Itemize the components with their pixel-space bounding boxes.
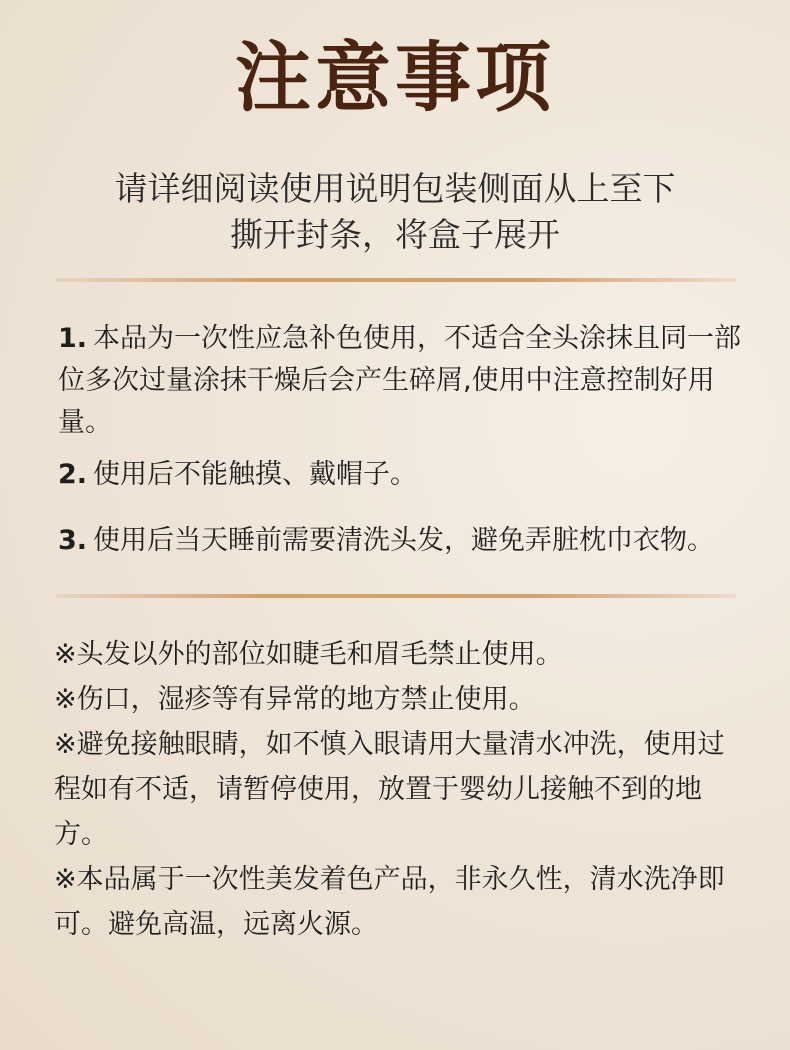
list-item-text: 使用后当天睡前需要清洗头发，避免弄脏枕巾衣物。 — [93, 525, 715, 556]
divider-top — [56, 278, 736, 282]
list-item-text: 本品为一次性应急补色使用，不适合全头涂抹且同一部位多次过量涂抹干燥后会产生碎屑,使用中注意控制好用量。 — [58, 323, 742, 438]
note-item: ※本品属于一次性美发着色产品，非永久性，清水洗净即可。避免高温，远离火源。 — [54, 864, 725, 940]
divider-bottom — [56, 594, 736, 598]
intro-line-2: 撕开封条，将盒子展开 — [230, 215, 560, 254]
list-item — [58, 454, 417, 496]
note-item: ※头发以外的部位如睫毛和眉毛禁止使用。 — [54, 639, 563, 670]
list-item — [58, 318, 758, 444]
list-item-number: 1. — [58, 323, 88, 354]
list-item-number: 2. — [58, 459, 88, 490]
list-item-number: 3. — [58, 525, 88, 556]
intro-line-1: 请详细阅读使用说明包装侧面从上至下 — [114, 169, 676, 208]
list-item-text: 使用后不能触摸、戴帽子。 — [93, 459, 418, 490]
page-title: 注意事项 — [235, 33, 555, 122]
notes-section — [54, 632, 744, 947]
note-item: ※避免接触眼睛，如不慎入眼请用大量清水冲洗，使用过程如有不适，请暂停使用，放置于婴幼儿接触不到的地方。 — [54, 729, 725, 850]
list-item — [58, 520, 714, 562]
instruction-list — [58, 318, 758, 556]
intro-text — [0, 166, 790, 258]
note-item: ※伤口，湿疹等有异常的地方禁止使用。 — [54, 684, 536, 715]
